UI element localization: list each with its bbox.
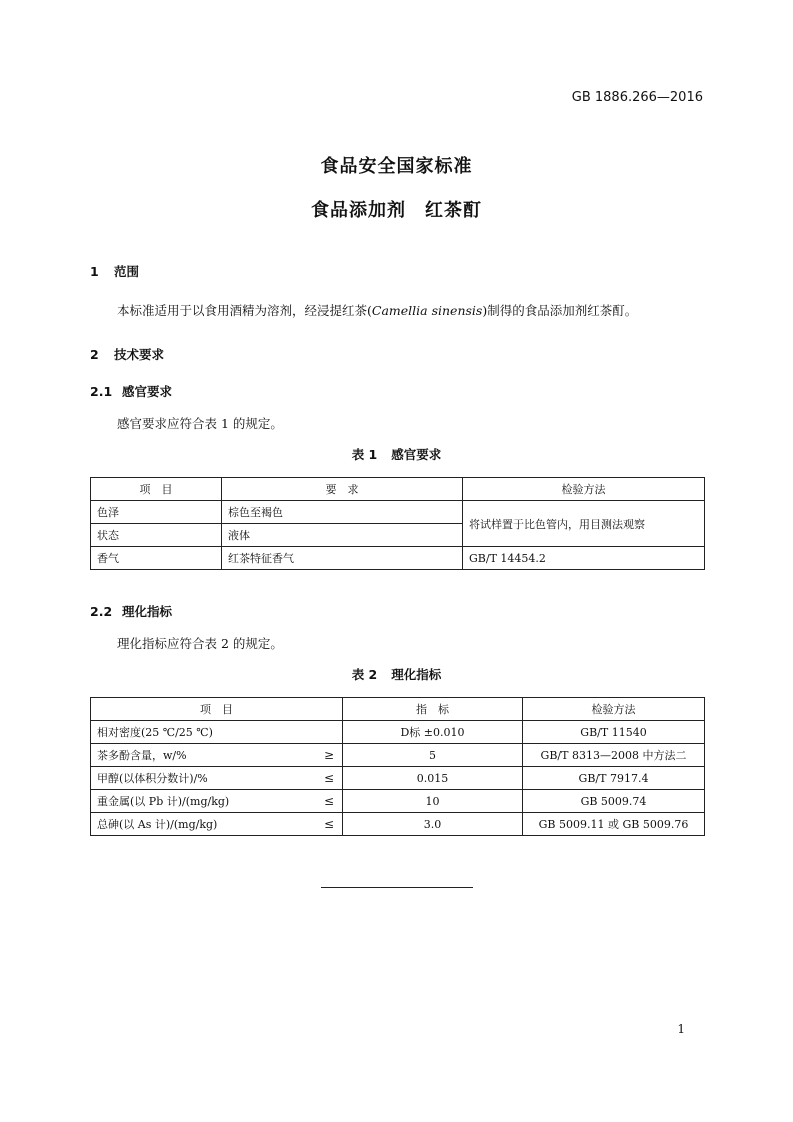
table-row	[91, 547, 705, 570]
method-cell: GB/T 7917.4	[523, 767, 705, 790]
section-number: 1	[90, 264, 99, 279]
caption-title: 感官要求	[391, 447, 442, 462]
item-name: 重金属(以 Pb 计)/(mg/kg)	[97, 795, 230, 808]
physicochemical-indicators-table	[90, 697, 705, 836]
item-cell: 状态	[91, 524, 222, 547]
section-number: 2.1	[90, 384, 113, 399]
table-header-row	[91, 698, 705, 721]
table-row	[91, 790, 705, 813]
requirement-cell: 红茶特征香气	[222, 547, 463, 570]
section-1-heading	[90, 262, 139, 280]
method-cell: GB/T 14454.2	[463, 547, 705, 570]
section-2-2-paragraph: 理化指标应符合表 2 的规定。	[117, 636, 283, 651]
page-number: 1	[677, 1022, 685, 1036]
comparison-symbol: ≤	[323, 771, 334, 785]
section-2-1-heading	[90, 382, 172, 400]
section-title: 理化指标	[122, 604, 173, 619]
caption-title: 理化指标	[391, 667, 442, 682]
method-cell: GB 5009.11 或 GB 5009.76	[523, 813, 705, 836]
item-cell: 香气	[91, 547, 222, 570]
section-title: 感官要求	[122, 384, 173, 399]
item-name: 甲醇(以体积分数计)/%	[97, 772, 208, 785]
comparison-symbol: ≤	[323, 794, 334, 808]
standard-code: GB 1886.266—2016	[571, 90, 703, 105]
header-method: 检验方法	[463, 478, 705, 501]
sensory-requirements-table	[90, 477, 705, 570]
section-2-2-heading	[90, 602, 172, 620]
scope-text-before: 本标准适用于以食用酒精为溶剂，经浸提红茶(	[117, 303, 372, 318]
header-requirement: 要 求	[222, 478, 463, 501]
document-subtitle: 食品添加剂 红茶酊	[311, 200, 482, 221]
table-1-caption	[0, 445, 793, 463]
value-cell: 5	[343, 744, 523, 767]
header-item: 项 目	[91, 698, 343, 721]
item-cell	[91, 767, 343, 790]
requirement-cell: 液体	[222, 524, 463, 547]
item-cell: 色泽	[91, 501, 222, 524]
table-row	[91, 813, 705, 836]
header-method: 检验方法	[523, 698, 705, 721]
section-2-heading	[90, 345, 164, 363]
table-row	[91, 744, 705, 767]
scope-latin-name: Camellia sinensis	[371, 303, 483, 318]
table-row	[91, 767, 705, 790]
item-name: 茶多酚含量，w/%	[97, 749, 187, 762]
requirement-cell: 棕色至褐色	[222, 501, 463, 524]
table-row	[91, 501, 705, 524]
value-cell: 0.015	[343, 767, 523, 790]
section-number: 2.2	[90, 604, 113, 619]
table-header-row	[91, 478, 705, 501]
value-cell: 3.0	[343, 813, 523, 836]
item-cell	[91, 790, 343, 813]
document-title: 食品安全国家标准	[320, 156, 473, 177]
header-indicator: 指 标	[343, 698, 523, 721]
section-title: 范围	[114, 264, 140, 279]
item-name: 总砷(以 As 计)/(mg/kg)	[97, 818, 218, 831]
method-cell-merged: 将试样置于比色管内，用目测法观察	[463, 501, 705, 547]
item-name: 相对密度(25 ℃/25 ℃)	[97, 726, 213, 739]
value-cell: 10	[343, 790, 523, 813]
item-cell	[91, 744, 343, 767]
section-2-1-paragraph: 感官要求应符合表 1 的规定。	[117, 416, 283, 431]
caption-number: 表 2	[351, 667, 378, 682]
section-number: 2	[90, 347, 99, 362]
table-2-caption	[0, 665, 793, 683]
comparison-symbol: ≥	[323, 748, 334, 762]
method-cell: GB/T 8313—2008 中方法二	[523, 744, 705, 767]
end-divider	[321, 887, 473, 888]
item-cell	[91, 813, 343, 836]
caption-number: 表 1	[351, 447, 378, 462]
section-title: 技术要求	[114, 347, 165, 362]
header-item: 项 目	[91, 478, 222, 501]
comparison-symbol: ≤	[323, 817, 334, 831]
item-cell	[91, 721, 343, 744]
method-cell: GB/T 11540	[523, 721, 705, 744]
scope-paragraph	[117, 301, 637, 319]
table-row	[91, 721, 705, 744]
method-cell: GB 5009.74	[523, 790, 705, 813]
scope-text-after: )制得的食品添加剂红茶酊。	[482, 303, 638, 318]
value-cell: D标 ±0.010	[343, 721, 523, 744]
